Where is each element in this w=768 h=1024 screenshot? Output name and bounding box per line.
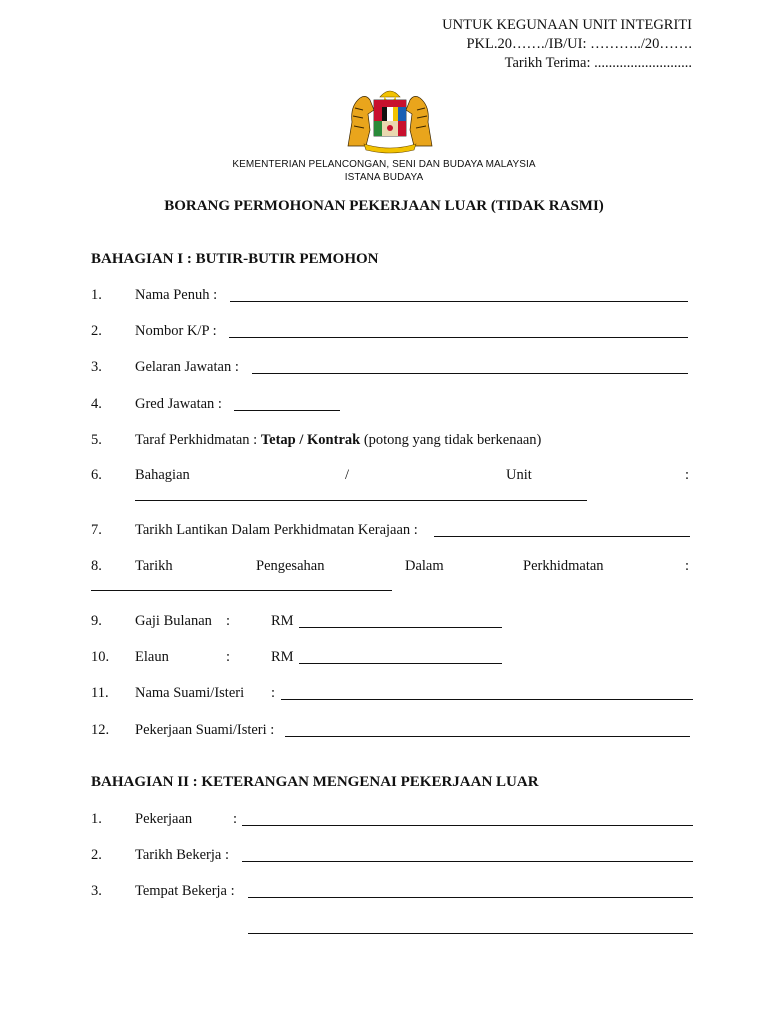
item-number: 1.	[91, 287, 102, 303]
unit-label: Unit	[506, 467, 532, 483]
spouse-name-colon: :	[271, 685, 276, 701]
item-number: 6.	[91, 467, 102, 483]
ministry-unit: ISTANA BUDAYA	[344, 172, 424, 183]
item-number: 2.	[91, 323, 102, 339]
confirmation-date-field[interactable]	[91, 590, 392, 591]
ic-number-label: Nombor K/P :	[135, 323, 217, 339]
spouse-occupation-field[interactable]	[285, 736, 690, 737]
item-number: 9.	[91, 613, 102, 629]
spouse-occupation-label: Pekerjaan Suami/Isteri :	[135, 722, 275, 738]
service-status-note: (potong yang tidak berkenaan)	[363, 432, 542, 448]
allowance-field[interactable]	[299, 663, 502, 664]
division-unit-field[interactable]	[135, 500, 587, 501]
item-number: 2.	[91, 847, 102, 863]
spouse-name-label: Nama Suami/Isteri	[135, 685, 245, 701]
item-number: 11.	[91, 685, 109, 701]
confirmation-word-4: Perkhidmatan	[523, 558, 604, 574]
item-number: 3.	[91, 883, 102, 899]
monthly-salary-label: Gaji Bulanan	[135, 613, 212, 629]
item-number: 7.	[91, 522, 102, 538]
monthly-salary-currency: RM	[271, 613, 294, 629]
outside-job-label: Pekerjaan	[135, 811, 193, 827]
ic-number-field[interactable]	[229, 337, 688, 338]
item-number: 1.	[91, 811, 102, 827]
confirmation-word-2: Pengesahan	[256, 558, 325, 574]
division-label: Bahagian	[135, 467, 190, 483]
allowance-colon: :	[226, 649, 231, 665]
item-number: 8.	[91, 558, 102, 574]
item-number: 5.	[91, 432, 102, 448]
appointment-date-field[interactable]	[434, 536, 690, 537]
allowance-label: Elaun	[135, 649, 169, 665]
position-title-label: Gelaran Jawatan :	[135, 359, 239, 375]
position-grade-field[interactable]	[234, 410, 340, 411]
ministry-name: KEMENTERIAN PELANCONGAN, SENI DAN BUDAYA MALAYSIA	[232, 159, 536, 170]
section-heading-part1: BAHAGIAN I : BUTIR-BUTIR PEMOHON	[91, 251, 379, 267]
date-received: Tarikh Terima: ...........................	[504, 55, 692, 71]
appointment-date-label: Tarikh Lantikan Dalam Perkhidmatan Kerajaan :	[135, 522, 418, 538]
position-title-field[interactable]	[252, 373, 688, 374]
division-colon: :	[685, 467, 690, 483]
item-number: 3.	[91, 359, 102, 375]
workplace-field[interactable]	[248, 897, 693, 898]
section-heading-part2: BAHAGIAN II : KETERANGAN MENGENAI PEKERJAAN LUAR	[91, 774, 539, 790]
malaysia-coat-of-arms-icon	[340, 84, 440, 154]
workplace-field-line-2[interactable]	[248, 933, 693, 934]
monthly-salary-field[interactable]	[299, 627, 502, 628]
outside-job-field[interactable]	[242, 825, 693, 826]
division-separator: /	[345, 467, 350, 483]
confirmation-word-3: Dalam	[405, 558, 444, 574]
item-number: 10.	[91, 649, 110, 665]
office-use-block	[442, 16, 692, 73]
work-date-field[interactable]	[242, 861, 693, 862]
allowance-currency: RM	[271, 649, 294, 665]
monthly-salary-colon: :	[226, 613, 231, 629]
outside-job-colon: :	[233, 811, 238, 827]
full-name-field[interactable]	[230, 301, 688, 302]
position-grade-label: Gred Jawatan :	[135, 396, 222, 412]
confirmation-colon: :	[685, 558, 690, 574]
item-number: 4.	[91, 396, 102, 412]
form-title: BORANG PERMOHONAN PEKERJAAN LUAR (TIDAK RASMI)	[164, 198, 604, 214]
item-number: 12.	[91, 722, 110, 738]
work-date-label: Tarikh Bekerja :	[135, 847, 230, 863]
service-status-options[interactable]: Tetap / Kontrak	[260, 432, 361, 448]
spouse-name-field[interactable]	[281, 699, 693, 700]
reference-number: PKL.20……./IB/UI: ………../20…….	[466, 36, 692, 52]
full-name-label: Nama Penuh :	[135, 287, 218, 303]
confirmation-word-1: Tarikh	[135, 558, 173, 574]
office-use-label: UNTUK KEGUNAAN UNIT INTEGRITI	[442, 17, 692, 33]
workplace-label: Tempat Bekerja :	[135, 883, 235, 899]
service-status-label: Taraf Perkhidmatan :	[135, 432, 258, 448]
service-status-row	[135, 432, 541, 449]
